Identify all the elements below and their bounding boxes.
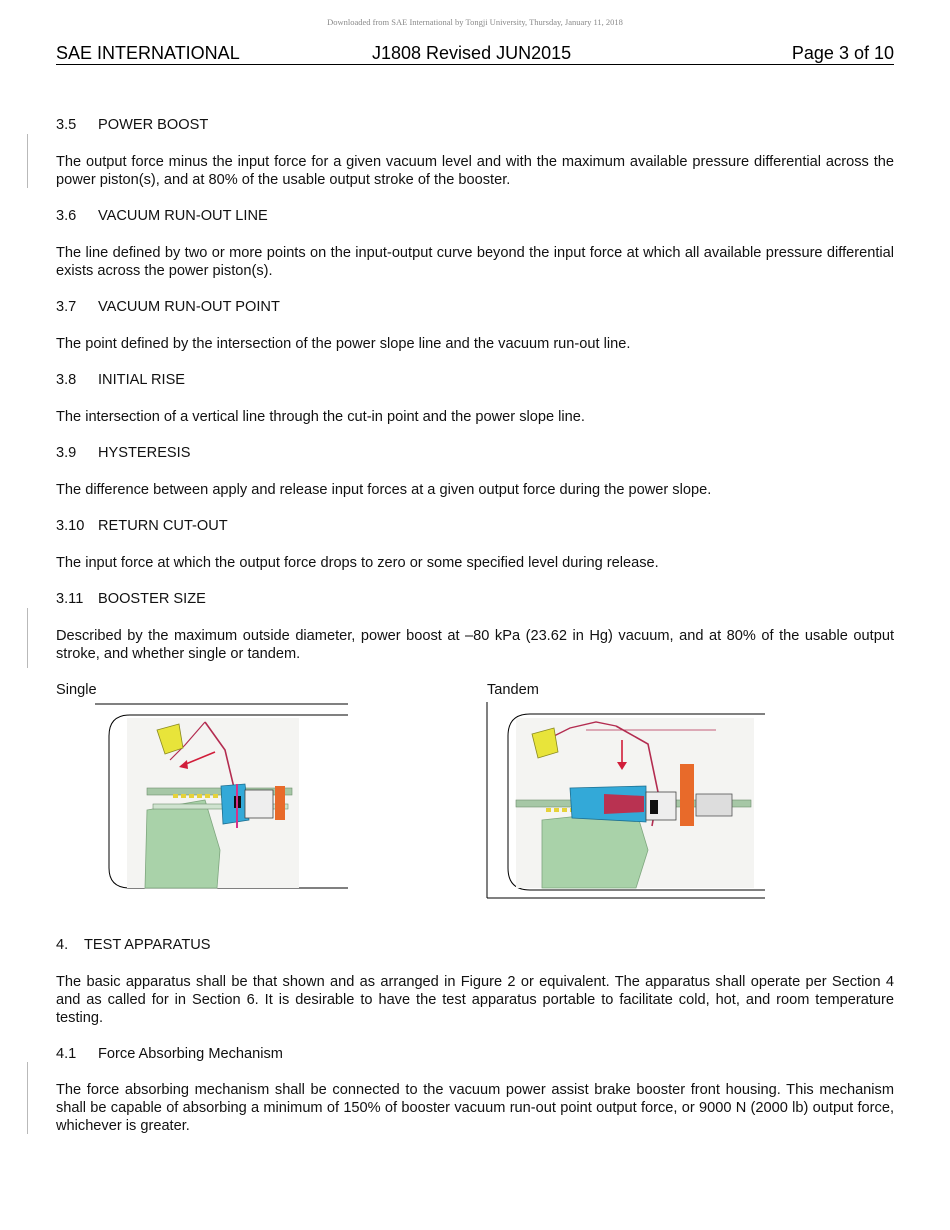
section-body: Described by the maximum outside diameter, power boost at –80 kPa (23.62 in Hg) vacuum, and at 80% of the usable output stroke, and whether single or tandem. [56, 628, 894, 662]
change-bar [27, 134, 28, 188]
section-heading: 3.8 INITIAL RISE [56, 372, 186, 388]
section-heading: 3.10 RETURN CUT-OUT [56, 518, 228, 534]
section-body: The force absorbing mechanism shall be connected to the vacuum power assist brake booster front housing. This mechanism shall be capable of absorbing a minimum of 150% of booster vacuum run-out point output force, or 9000 N (2000 lb) output force, whichever is greater. [56, 1082, 894, 1134]
figure-label-single: Single [56, 682, 97, 698]
figure-label-tandem: Tandem [487, 682, 539, 698]
change-bar [27, 608, 28, 668]
section-body: The line defined by two or more points on the input-output curve beyond the input force at which all available pressure differential exists across the power piston(s). [56, 245, 894, 279]
change-bar [27, 1062, 28, 1134]
section-heading: 3.5 POWER BOOST [56, 117, 209, 133]
section-body: The intersection of a vertical line through the cut-in point and the power slope line. [56, 409, 585, 425]
page-header [56, 43, 894, 65]
section-body: The point defined by the intersection of the power slope line and the vacuum run-out line. [56, 336, 631, 352]
header-doc-id: J1808 Revised JUN2015 [372, 43, 572, 63]
section-heading: 3.6 VACUUM RUN-OUT LINE [56, 208, 268, 224]
section-body: The difference between apply and release input forces at a given output force during the power slope. [56, 482, 712, 498]
header-page-number: Page 3 of 10 [791, 43, 894, 63]
header-org: SAE INTERNATIONAL [56, 43, 240, 63]
section-body: The output force minus the input force for a given vacuum level and with the maximum available pressure differential across the power piston(s), and at 80% of the usable output stroke of the booster. [56, 154, 894, 188]
section-body: The input force at which the output force drops to zero or some specified level during release. [56, 555, 659, 571]
tandem-booster-figure [486, 700, 768, 902]
section-body: The basic apparatus shall be that shown and as arranged in Figure 2 or equivalent. The apparatus shall operate per Section 4 and as called for in Section 6. It is desirable to have the test apparatus portable to facilitate cold, hot, and room temperature testing. [56, 974, 894, 1026]
section-heading: 4. TEST APPARATUS [56, 937, 211, 953]
single-booster-figure [95, 700, 350, 892]
section-heading: 3.11 BOOSTER SIZE [56, 591, 206, 607]
section-heading: 4.1 Force Absorbing Mechanism [56, 1046, 283, 1062]
download-watermark: Downloaded from SAE International by Tongji University, Thursday, January 11, 2018 [327, 17, 623, 27]
section-heading: 3.9 HYSTERESIS [56, 445, 191, 461]
section-heading: 3.7 VACUUM RUN-OUT POINT [56, 299, 280, 315]
